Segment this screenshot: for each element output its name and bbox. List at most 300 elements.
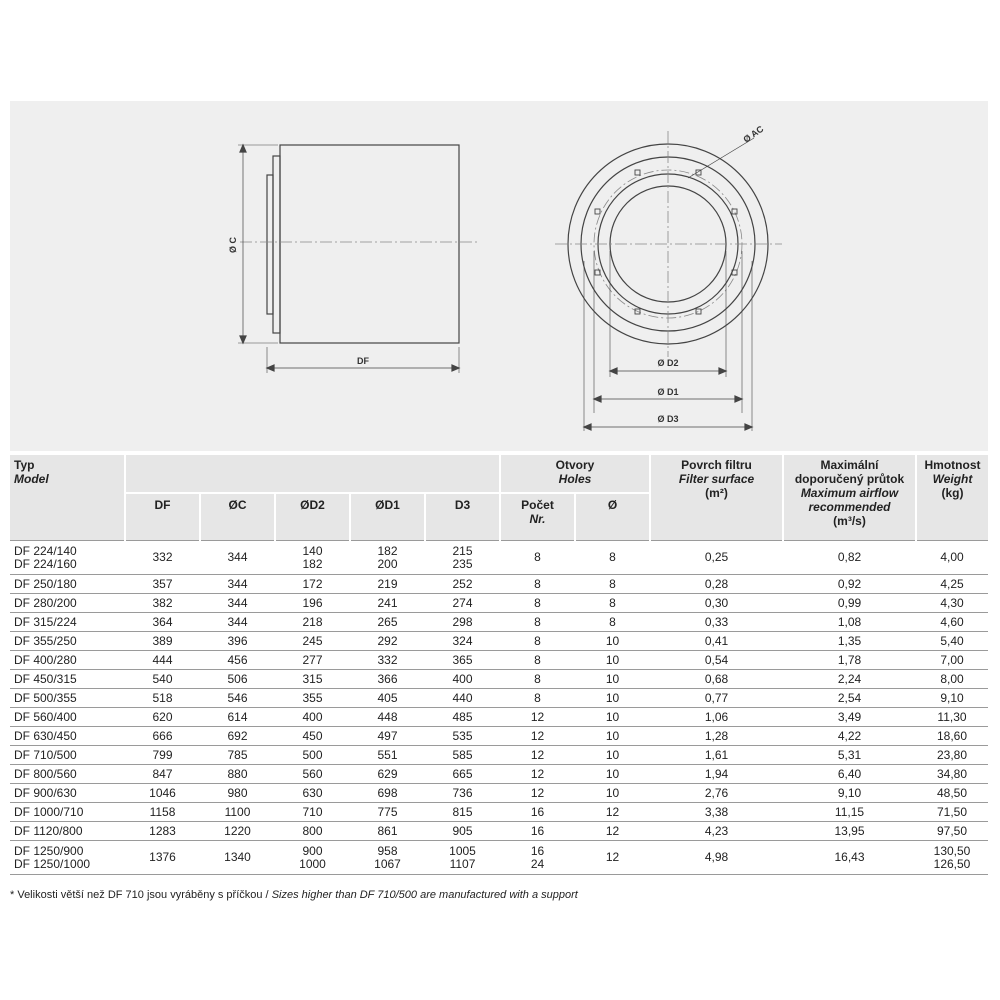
header-hmotnost: Hmotnost <box>924 458 981 472</box>
table-row <box>10 575 988 594</box>
table-row <box>10 841 988 875</box>
cell-value: 444 <box>152 652 173 667</box>
cell-value: 4,00 <box>940 550 964 564</box>
cell-value: 12 <box>530 766 545 781</box>
cell-o <box>575 594 650 613</box>
cell-d3 <box>425 822 500 841</box>
cell-value: 448 <box>377 709 398 724</box>
cell-od1 <box>350 822 425 841</box>
cell-value: 400 <box>302 709 323 724</box>
cell-weight <box>916 765 988 784</box>
header-surface <box>650 455 783 541</box>
cell-value: 0,30 <box>704 595 729 610</box>
cell-value: DF 1250/900 <box>14 843 84 858</box>
header-df: DF <box>125 493 200 541</box>
table-row <box>10 708 988 727</box>
cell-oc <box>200 541 275 575</box>
cell-value: 332 <box>377 652 398 667</box>
cell-value: 16 <box>530 804 545 819</box>
cell-weight <box>916 541 988 575</box>
cell-value: 4,60 <box>940 614 964 629</box>
cell-value: 71,50 <box>936 804 968 819</box>
cell-model <box>10 841 125 875</box>
cell-value: 980 <box>227 785 248 800</box>
table-row <box>10 803 988 822</box>
cell-nr <box>500 803 575 822</box>
cell-od2 <box>275 708 350 727</box>
cell-value: 710 <box>302 804 323 819</box>
cell-oc <box>200 784 275 803</box>
cell-value: 97,50 <box>936 823 968 838</box>
footnote-cz: * Velikosti větší než DF 710 jsou vyráběny s příčkou / <box>10 889 272 901</box>
cell-value: 389 <box>152 633 173 648</box>
cell-od2 <box>275 670 350 689</box>
cell-o <box>575 632 650 651</box>
cell-o <box>575 784 650 803</box>
cell-oc <box>200 765 275 784</box>
cell-df <box>125 746 200 765</box>
cell-value: 1340 <box>224 850 251 864</box>
cell-value: 365 <box>452 652 473 667</box>
cell-value-second: 1000 <box>299 856 326 871</box>
cell-value: 497 <box>377 728 398 743</box>
dc-label: Ø C <box>228 236 238 254</box>
cell-value-second: 182 <box>302 556 323 571</box>
cell-value-second: DF 224/160 <box>14 556 77 571</box>
cell-value: 8,00 <box>940 671 964 686</box>
header-o: Ø <box>575 493 650 541</box>
cell-value: 10 <box>605 671 620 686</box>
cell-df <box>125 613 200 632</box>
cell-airflow <box>783 670 916 689</box>
cell-model <box>10 575 125 594</box>
cell-oc <box>200 708 275 727</box>
cell-model <box>10 784 125 803</box>
cell-weight <box>916 822 988 841</box>
cell-value-second: 1107 <box>449 856 476 871</box>
cell-value: 2,54 <box>837 690 862 705</box>
cell-value: 3,38 <box>704 804 729 819</box>
cell-airflow <box>783 841 916 875</box>
cell-o <box>575 575 650 594</box>
table-row <box>10 689 988 708</box>
cell-value: 8 <box>534 614 541 629</box>
cell-weight <box>916 708 988 727</box>
footnote-en: Sizes higher than DF 710/500 are manufactured with a support <box>271 889 578 901</box>
table-row <box>10 746 988 765</box>
cell-surface <box>650 594 783 613</box>
cell-value: 1100 <box>224 804 251 819</box>
cell-value: 1,06 <box>704 709 729 724</box>
header-filter-surface: Filter surface <box>678 472 755 486</box>
cell-value: 692 <box>227 728 248 743</box>
cell-value: 8 <box>534 550 541 564</box>
cell-value: 485 <box>452 709 473 724</box>
cell-value: 140 <box>302 543 323 558</box>
cell-oc <box>200 575 275 594</box>
cell-value: 274 <box>452 595 473 610</box>
cell-oc <box>200 746 275 765</box>
cell-surface <box>650 841 783 875</box>
header-povrch: Povrch filtru <box>681 458 752 472</box>
cell-airflow <box>783 541 916 575</box>
cell-df <box>125 803 200 822</box>
cell-value-second: 126,50 <box>933 856 971 871</box>
cell-od2 <box>275 803 350 822</box>
cell-value: 10 <box>605 766 620 781</box>
cell-od1 <box>350 575 425 594</box>
header-max-en-2: recommended <box>808 500 891 514</box>
technical-drawing <box>10 101 988 451</box>
cell-surface <box>650 689 783 708</box>
header-model <box>10 455 125 541</box>
cell-value: 785 <box>227 747 248 762</box>
cell-value: 698 <box>377 785 398 800</box>
spec-table <box>10 455 988 875</box>
cell-value: 500 <box>302 747 323 762</box>
cell-surface <box>650 575 783 594</box>
header-holes: Holes <box>558 472 592 486</box>
header-m3s: (m³/s) <box>833 514 866 528</box>
header-airflow <box>783 455 916 541</box>
cell-od1 <box>350 670 425 689</box>
cell-value: 10 <box>605 652 620 667</box>
cell-value: 0,33 <box>704 614 729 629</box>
cell-nr <box>500 841 575 875</box>
cell-d3 <box>425 594 500 613</box>
cell-value: 10 <box>605 633 620 648</box>
cell-value: 10 <box>605 747 620 762</box>
cell-airflow <box>783 594 916 613</box>
cell-oc <box>200 727 275 746</box>
cell-df <box>125 822 200 841</box>
cell-value-second: 24 <box>530 856 545 871</box>
cell-od1 <box>350 803 425 822</box>
cell-weight <box>916 613 988 632</box>
cell-d3 <box>425 613 500 632</box>
side-view <box>238 145 480 373</box>
cell-value: 11,15 <box>834 804 865 819</box>
cell-value: 13,95 <box>834 823 865 838</box>
filter-body <box>280 145 459 343</box>
cell-value: DF 1000/710 <box>14 804 84 819</box>
cell-d3 <box>425 670 500 689</box>
cell-value: 0,92 <box>837 576 862 591</box>
table-row <box>10 765 988 784</box>
cell-nr <box>500 727 575 746</box>
cell-weight <box>916 689 988 708</box>
cell-surface <box>650 651 783 670</box>
header-model-en: Model <box>14 472 49 486</box>
cell-value: 0,25 <box>704 550 729 564</box>
cell-value: 800 <box>302 823 323 838</box>
cell-oc <box>200 670 275 689</box>
cell-d3 <box>425 708 500 727</box>
cell-value: 16 <box>530 823 545 838</box>
cell-value: 18,60 <box>936 728 968 743</box>
cell-o <box>575 651 650 670</box>
cell-value: 506 <box>227 671 248 686</box>
cell-value: 172 <box>302 576 323 591</box>
cell-nr <box>500 613 575 632</box>
dd1-label: Ø D1 <box>657 387 679 397</box>
dd3-label: Ø D3 <box>657 414 679 424</box>
cell-value: DF 1120/800 <box>14 823 83 838</box>
cell-df <box>125 594 200 613</box>
cell-surface <box>650 765 783 784</box>
cell-value: 252 <box>452 576 473 591</box>
cell-df <box>125 575 200 594</box>
cell-value: DF 800/560 <box>14 766 77 781</box>
cell-airflow <box>783 746 916 765</box>
cell-od1 <box>350 841 425 875</box>
cell-value: 1,78 <box>837 652 862 667</box>
cell-value: 0,28 <box>704 576 729 591</box>
cell-value: 861 <box>377 823 398 838</box>
cell-model <box>10 613 125 632</box>
cell-value: 0,54 <box>704 652 729 667</box>
cell-value: 440 <box>452 690 473 705</box>
cell-d3 <box>425 651 500 670</box>
cell-surface <box>650 727 783 746</box>
cell-value: 8 <box>534 671 541 686</box>
cell-value: 12 <box>605 823 620 838</box>
cell-weight <box>916 784 988 803</box>
cell-d3 <box>425 689 500 708</box>
cell-d3 <box>425 784 500 803</box>
cell-value: 298 <box>452 614 473 629</box>
cell-value: 7,00 <box>940 652 964 667</box>
cell-model <box>10 670 125 689</box>
header-oc: ØC <box>200 493 275 541</box>
cell-value: 196 <box>302 595 323 610</box>
cell-surface <box>650 803 783 822</box>
cell-o <box>575 746 650 765</box>
cell-value: 315 <box>302 671 323 686</box>
cell-value-second: DF 1250/1000 <box>14 856 91 871</box>
dd2-label: Ø D2 <box>657 358 679 368</box>
cell-airflow <box>783 822 916 841</box>
cell-od2 <box>275 689 350 708</box>
cell-value: 456 <box>227 652 248 667</box>
cell-value: DF 710/500 <box>14 747 77 762</box>
cell-value: 3,49 <box>837 709 862 724</box>
cell-model <box>10 746 125 765</box>
cell-value: 5,40 <box>940 633 964 648</box>
cell-df <box>125 841 200 875</box>
cell-value: 12 <box>530 747 545 762</box>
cell-value: 8 <box>534 633 541 648</box>
header-od2: ØD2 <box>275 493 350 541</box>
header-dimensions-group <box>125 455 500 493</box>
cell-value: 8 <box>609 595 616 610</box>
cell-value: 11,30 <box>937 709 967 724</box>
cell-od1 <box>350 594 425 613</box>
cell-df <box>125 541 200 575</box>
cell-nr <box>500 651 575 670</box>
dac-label: Ø AC <box>741 123 766 145</box>
cell-od2 <box>275 575 350 594</box>
cell-df <box>125 708 200 727</box>
cell-od2 <box>275 841 350 875</box>
cell-value: DF 560/400 <box>14 709 77 724</box>
cell-od1 <box>350 784 425 803</box>
header-max-cz-1: Maximální <box>820 458 879 472</box>
cell-od2 <box>275 632 350 651</box>
cell-value: 1,94 <box>704 766 729 781</box>
header-kg: (kg) <box>941 486 964 500</box>
cell-value: 12 <box>605 850 620 864</box>
cell-airflow <box>783 613 916 632</box>
cell-value-second: 200 <box>377 556 398 571</box>
cell-value: 218 <box>302 614 323 629</box>
header-od1: ØD1 <box>350 493 425 541</box>
table-row <box>10 613 988 632</box>
cell-od1 <box>350 689 425 708</box>
cell-nr <box>500 784 575 803</box>
cell-value: 8 <box>609 614 616 629</box>
cell-weight <box>916 575 988 594</box>
cell-surface <box>650 784 783 803</box>
cell-o <box>575 803 650 822</box>
cell-surface <box>650 541 783 575</box>
cell-df <box>125 727 200 746</box>
cell-model <box>10 822 125 841</box>
cell-value: 8 <box>534 652 541 667</box>
dac-leader <box>688 138 754 178</box>
cell-surface <box>650 822 783 841</box>
cell-value: 518 <box>152 690 173 705</box>
cell-value: 265 <box>377 614 398 629</box>
cell-od2 <box>275 822 350 841</box>
cell-surface <box>650 708 783 727</box>
cell-value: 332 <box>152 550 173 564</box>
cell-value: 900 <box>302 843 323 858</box>
cell-o <box>575 708 650 727</box>
cell-value: 16 <box>530 843 545 858</box>
cell-o <box>575 541 650 575</box>
header-d3: D3 <box>425 493 500 541</box>
cell-weight <box>916 670 988 689</box>
cell-value: 405 <box>377 690 398 705</box>
cell-airflow <box>783 689 916 708</box>
cell-o <box>575 613 650 632</box>
cell-value-second: 235 <box>452 556 473 571</box>
cell-df <box>125 765 200 784</box>
cell-o <box>575 727 650 746</box>
header-weight <box>916 455 988 541</box>
cell-model <box>10 803 125 822</box>
footnote <box>10 889 578 901</box>
cell-value: 0,99 <box>837 595 862 610</box>
cell-value: 540 <box>152 671 173 686</box>
cell-surface <box>650 632 783 651</box>
cell-value: 450 <box>302 728 323 743</box>
cell-value: 400 <box>452 671 473 686</box>
cell-value: 219 <box>377 576 398 591</box>
cell-value: 5,31 <box>837 747 862 762</box>
cell-value: 0,41 <box>704 633 729 648</box>
cell-airflow <box>783 575 916 594</box>
cell-weight <box>916 746 988 765</box>
header-holes-group <box>500 455 650 493</box>
cell-oc <box>200 613 275 632</box>
cell-value: 535 <box>452 728 473 743</box>
cell-value: 245 <box>302 633 323 648</box>
cell-value: 344 <box>227 550 248 564</box>
cell-oc <box>200 822 275 841</box>
cell-value: 8 <box>609 576 616 591</box>
cell-value: 344 <box>227 595 248 610</box>
cell-d3 <box>425 765 500 784</box>
cell-value: 34,80 <box>936 766 968 781</box>
cell-value: 292 <box>377 633 398 648</box>
df-label: DF <box>357 356 369 366</box>
cell-value: 396 <box>227 633 248 648</box>
table-row <box>10 784 988 803</box>
cell-value: DF 450/315 <box>14 671 77 686</box>
cell-value: 4,98 <box>704 850 729 864</box>
cell-df <box>125 632 200 651</box>
cell-model <box>10 594 125 613</box>
cell-nr <box>500 689 575 708</box>
cell-value: 10 <box>605 709 620 724</box>
cell-od2 <box>275 765 350 784</box>
cell-weight <box>916 727 988 746</box>
table-row <box>10 727 988 746</box>
cell-value: 1,28 <box>704 728 729 743</box>
cell-nr <box>500 822 575 841</box>
cell-d3 <box>425 727 500 746</box>
cell-o <box>575 822 650 841</box>
cell-value: 16,43 <box>834 850 865 864</box>
header-max-en-1: Maximum airflow <box>800 486 899 500</box>
cell-airflow <box>783 765 916 784</box>
cell-value: 1220 <box>224 823 251 838</box>
cell-value: 344 <box>227 576 248 591</box>
cell-value: 630 <box>302 785 323 800</box>
cell-surface <box>650 613 783 632</box>
cell-model <box>10 708 125 727</box>
cell-od1 <box>350 651 425 670</box>
cell-od1 <box>350 708 425 727</box>
cell-value: 815 <box>452 804 473 819</box>
cell-d3 <box>425 746 500 765</box>
cell-value: 1283 <box>149 823 176 838</box>
cell-value: 958 <box>377 843 398 858</box>
header-pocet-cz: Počet <box>521 498 554 512</box>
table-row <box>10 670 988 689</box>
cell-value: DF 630/450 <box>14 728 77 743</box>
cell-value: 1,35 <box>837 633 862 648</box>
cell-o <box>575 841 650 875</box>
cell-nr <box>500 541 575 575</box>
cell-value: 8 <box>609 550 616 564</box>
cell-value: 4,22 <box>837 728 862 743</box>
cell-airflow <box>783 651 916 670</box>
cell-value: 4,25 <box>940 576 964 591</box>
cell-df <box>125 784 200 803</box>
cell-value: 1,08 <box>837 614 862 629</box>
cell-airflow <box>783 803 916 822</box>
cell-oc <box>200 689 275 708</box>
cell-nr <box>500 594 575 613</box>
header-max-cz-2: doporučený průtok <box>794 472 905 486</box>
cell-value: 2,76 <box>704 785 729 800</box>
cell-value: 130,50 <box>933 843 971 858</box>
cell-nr <box>500 632 575 651</box>
cell-value: 1005 <box>449 843 476 858</box>
